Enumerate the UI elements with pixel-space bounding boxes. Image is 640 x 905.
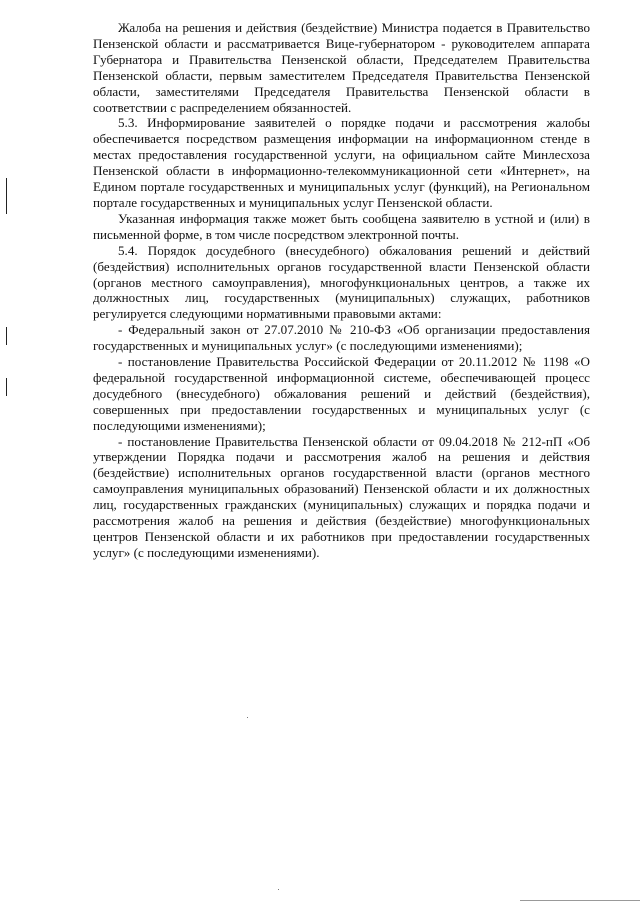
list-item-federal-law: - Федеральный закон от 27.07.2010 № 210-ФЗ «Об организации предоставления государственных и муниципальных услуг» (с последующими изменениями); (93, 322, 590, 354)
paragraph-5-3-informing: 5.3. Информирование заявителей о порядке подачи и рассмотрения жалобы обеспечивается посредством размещения информации на информационном стенде в местах предоставления государственной услуги, на официальном сайте Минлесхоза Пензенской области в информационно-телекоммуникационной сети «Интернет», на Едином портале государственных и муниципальных услуг (функций), на Региональном портале государственных и муниципальных услуг Пензенской области. (93, 115, 590, 210)
scan-margin-mark (6, 178, 7, 214)
list-item-rf-government-resolution: - постановление Правительства Российской Федерации от 20.11.2012 № 1198 «О федеральной государственной информационной системе, обеспечивающей процесс досудебного (внесудебного) обжалования решений и действий (бездействия), совершенных при предоставлении государственных и муниципальных услуг (с последующими изменениями); (93, 354, 590, 433)
paragraph-info-oral-written: Указанная информация также может быть сообщена заявителю в устной и (или) в письменной форме, в том числе посредством электронной почты. (93, 210, 590, 242)
paragraph-5-4-appeal-procedure: 5.4. Порядок досудебного (внесудебного) обжалования решений и действий (бездействия) исполнительных органов государственной власти Пензенской области (органов местного самоуправления), многофункциональных центров, а также их должностных лиц, государственных (муниципальных) служащих, работников регулируется следующими нормативными правовыми актами: (93, 242, 590, 322)
scan-speck (278, 889, 279, 890)
scan-edge-line (520, 900, 640, 901)
paragraph-complaint-minister: Жалоба на решения и действия (бездействие) Министра подается в Правительство Пензенской области и рассматривается Вице-губернатором - руководителем аппарата Губернатора и Правительства Пензенской области, Председателем Правительства Пензенской области, первым заместителем Председателя Правительства Пензенской области, заместителями Председателя Правительства Пензенской области в соответствии с распределением обязанностей. (93, 20, 590, 115)
scan-speck (247, 717, 248, 718)
scan-margin-mark (6, 327, 7, 345)
scan-margin-mark (6, 378, 7, 396)
list-item-penza-government-resolution: - постановление Правительства Пензенской области от 09.04.2018 № 212-пП «Об утверждении Порядка подачи и рассмотрения жалоб на решения и действия (бездействие) исполнительных органов государственной власти (органов местного самоуправления муниципальных образований) Пензенской области и их должностных лиц, государственных гражданских (муниципальных) служащих и порядка подачи и рассмотрения жалоб на решения и действия (бездействие) многофункциональных центров Пензенской области и их работников при предоставлении государственных услуг» (с последующими изменениями). (93, 433, 590, 560)
document-body (93, 20, 590, 561)
